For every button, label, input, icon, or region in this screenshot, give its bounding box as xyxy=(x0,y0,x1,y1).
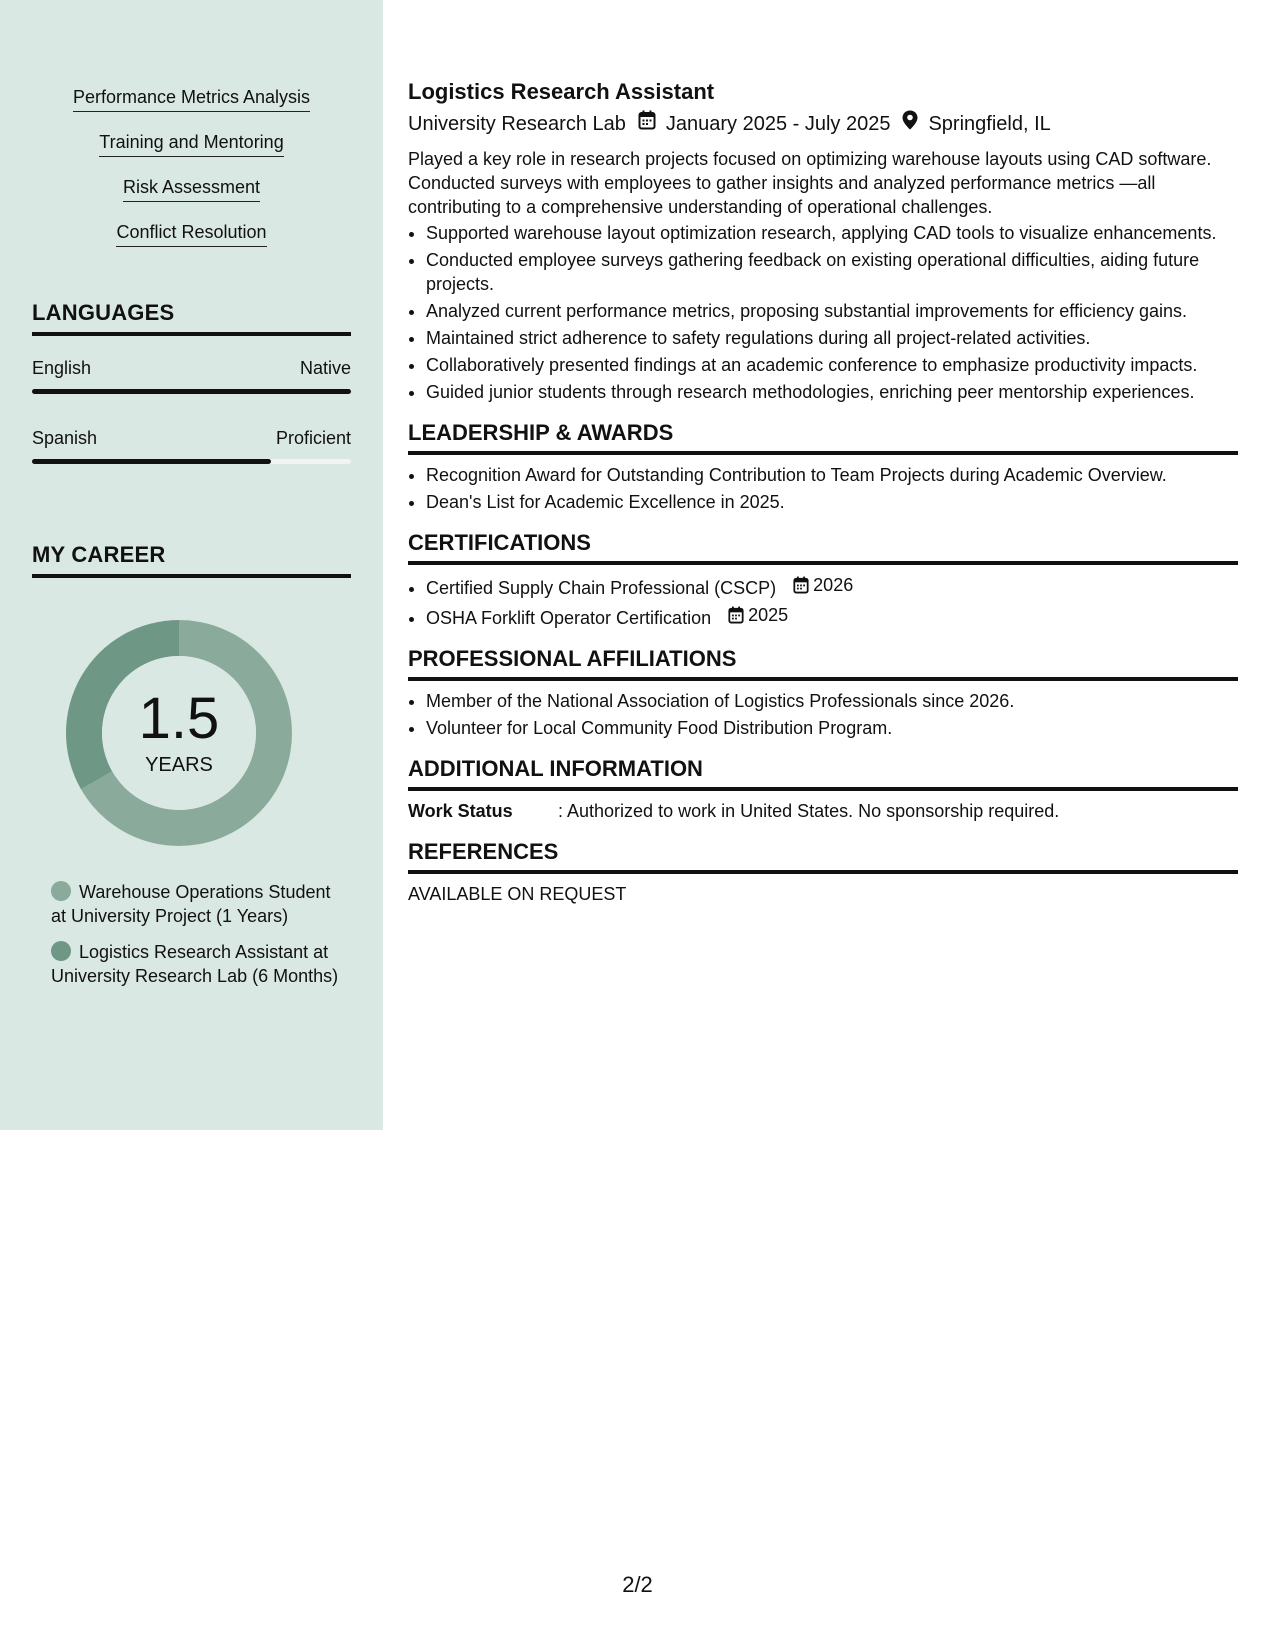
references-heading: REFERENCES xyxy=(408,839,1238,874)
calendar-icon xyxy=(638,109,656,139)
job-employer: University Research Lab xyxy=(408,113,626,135)
list-item xyxy=(426,603,1238,630)
language-english xyxy=(32,358,351,394)
skill-item: Risk Assessment xyxy=(0,176,383,221)
leadership-heading: LEADERSHIP & AWARDS xyxy=(408,420,1238,455)
language-spanish xyxy=(32,428,351,464)
leadership-list xyxy=(408,463,1238,514)
list-item: • Guided junior students through research methodologies, enriching peer mentorship experiences. xyxy=(426,380,1238,404)
skills-list xyxy=(0,86,383,266)
language-level: Native xyxy=(299,358,351,378)
languages-heading: LANGUAGES xyxy=(32,300,351,336)
certifications-list xyxy=(408,573,1238,630)
language-name: Spanish xyxy=(32,428,98,448)
list-item: • Collaboratively presented findings at an academic conference to emphasize productivity impacts. xyxy=(426,353,1238,377)
references-text: AVAILABLE ON REQUEST xyxy=(408,884,627,904)
legend-item: Warehouse Operations Student at University Project (1 Years) xyxy=(51,882,331,926)
list-item: • Supported warehouse layout optimization research, applying CAD tools to visualize enhancements. xyxy=(426,221,1238,245)
work-status-value: : Authorized to work in United States. No sponsorship required. xyxy=(558,801,1060,821)
language-bar xyxy=(32,389,351,394)
language-bar-fill xyxy=(32,459,271,464)
list-item xyxy=(426,573,1238,600)
skill-item: Performance Metrics Analysis xyxy=(0,86,383,131)
sidebar xyxy=(0,0,383,1130)
career-unit: YEARS xyxy=(145,754,213,776)
list-item: • Conducted employee surveys gathering feedback on existing operational difficulties, aiding future projects. xyxy=(426,248,1238,296)
calendar-icon xyxy=(793,576,809,594)
language-level: Proficient xyxy=(275,428,351,448)
career-total: 1.5 xyxy=(138,686,220,751)
additional-info-heading: ADDITIONAL INFORMATION xyxy=(408,756,1238,791)
skill-item: Training and Mentoring xyxy=(0,131,383,176)
certifications-heading: CERTIFICATIONS xyxy=(408,530,1238,565)
job-title: Logistics Research Assistant xyxy=(408,79,715,104)
job-dates: January 2025 - July 2025 xyxy=(665,113,891,135)
legend-item: Logistics Research Assistant at University Research Lab (6 Months) xyxy=(51,942,339,986)
list-item: • Dean's List for Academic Excellence in 2025. xyxy=(426,490,1238,514)
certification-name: Certified Supply Chain Professional (CSCP) xyxy=(426,578,777,598)
language-bar xyxy=(32,459,351,464)
skill-item: Conflict Resolution xyxy=(0,221,383,266)
list-item: • Recognition Award for Outstanding Contribution to Team Projects during Academic Overview. xyxy=(426,463,1238,487)
career-legend xyxy=(51,880,341,1000)
career-heading: MY CAREER xyxy=(32,542,351,578)
page-number: 2/2 xyxy=(622,1572,653,1597)
calendar-icon xyxy=(728,606,744,624)
legend-dot xyxy=(51,941,71,961)
job-meta xyxy=(408,109,1238,139)
list-item: • Maintained strict adherence to safety regulations during all project-related activities. xyxy=(426,326,1238,350)
list-item: • Volunteer for Local Community Food Distribution Program. xyxy=(426,716,1238,740)
language-name: English xyxy=(32,358,92,378)
job-summary: Played a key role in research projects focused on optimizing warehouse layouts using CAD software. Conducted surveys with employees to gather insights and analyzed performance metrics —all contributing to a comprehensive understanding of operational challenges. xyxy=(408,149,1212,217)
work-status-label: Work Status xyxy=(408,801,513,821)
location-pin-icon xyxy=(902,109,918,139)
job-bullets xyxy=(408,221,1238,404)
certification-name: OSHA Forklift Operator Certification xyxy=(426,608,712,628)
certification-date: 2026 xyxy=(793,573,853,597)
main-content xyxy=(408,78,1238,906)
job-location: Springfield, IL xyxy=(928,113,1051,135)
affiliations-list xyxy=(408,689,1238,740)
certification-date: 2025 xyxy=(728,603,788,627)
affiliations-heading: PROFESSIONAL AFFILIATIONS xyxy=(408,646,1238,681)
work-status-row xyxy=(408,799,1238,823)
list-item: • Analyzed current performance metrics, proposing substantial improvements for efficiency gains. xyxy=(426,299,1238,323)
career-donut xyxy=(66,620,292,846)
language-bar-fill xyxy=(32,389,351,394)
list-item: • Member of the National Association of Logistics Professionals since 2026. xyxy=(426,689,1238,713)
legend-dot xyxy=(51,881,71,901)
